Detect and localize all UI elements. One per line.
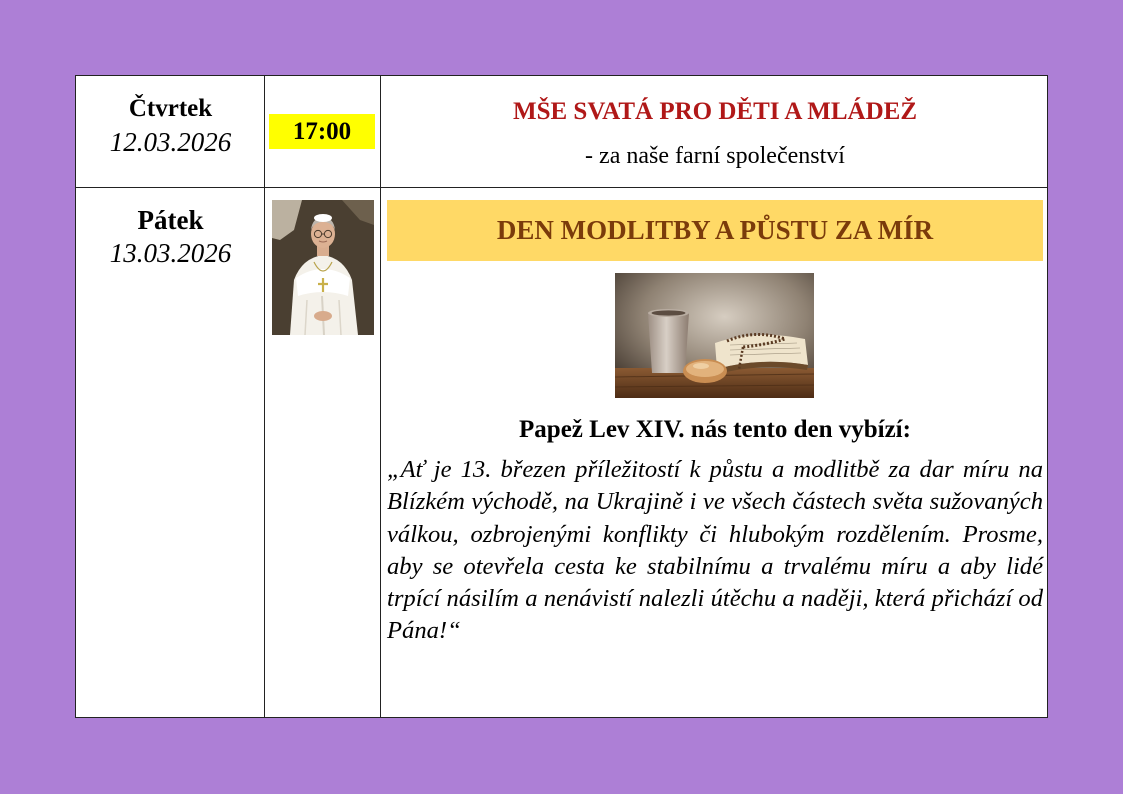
row-divider [76, 187, 1047, 188]
row1-event-intention: - za naše farní společenství [585, 143, 845, 169]
row2-day: Pátek [137, 205, 204, 235]
still-life-photo [615, 273, 814, 398]
row1-event-title: MŠE SVATÁ PRO DĚTI A MLÁDEŽ [512, 98, 918, 125]
row2-date-cell [76, 204, 265, 270]
row1-date-cell [76, 93, 265, 159]
cup-bread-book-image [615, 273, 814, 398]
row1-time-badge: 17:00 [269, 114, 375, 149]
pope-photo [272, 200, 374, 335]
column-divider-date [264, 76, 265, 717]
pope-portrait-image [272, 200, 374, 335]
schedule-sheet [75, 75, 1048, 718]
quote-heading: Papež Lev XIV. nás tento den vybízí: [519, 416, 911, 443]
row2-date: 13.03.2026 [109, 238, 232, 268]
row1-day: Čtvrtek [128, 95, 213, 122]
pope-quote: „Ať je 13. březen příležitostí k půstu a modlitbě za dar míru na Blízkém východě, na Ukrajině i ve všech částech světa sužovaných válkou, ozbrojenými konflikty či hlubokým rozdělením. Prosme, aby se otevřela cesta ke stabilnímu a trvalému míru a aby lidé trpící násilím a nenávistí nalezli útěchu a naději, která přichází od Pána!“ [387, 456, 1043, 645]
fast-day-banner: DEN MODLITBY A PŮSTU ZA MÍR [387, 200, 1043, 261]
row1-date: 12.03.2026 [109, 127, 232, 157]
